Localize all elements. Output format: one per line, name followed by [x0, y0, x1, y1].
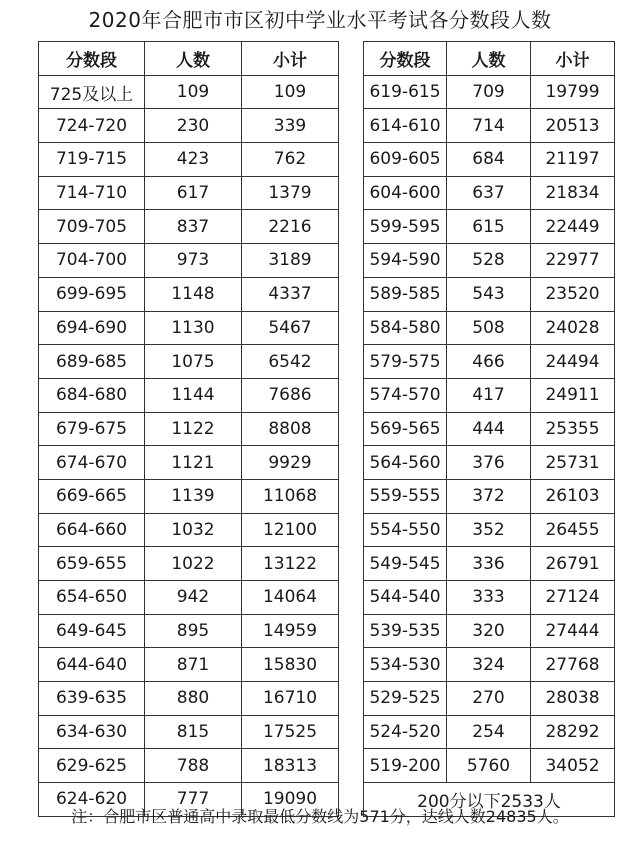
cell-subtotal: 25355 [531, 412, 615, 446]
cell-score-range: 674-670 [39, 446, 145, 480]
cell-score-range: 579-575 [364, 345, 447, 379]
cell-count: 333 [447, 581, 531, 615]
header-score-range: 分数段 [364, 42, 447, 76]
cell-score-range: 549-545 [364, 547, 447, 581]
table-row [364, 109, 615, 143]
table-row [39, 749, 339, 783]
cell-subtotal: 14064 [242, 581, 339, 615]
cell-subtotal: 4337 [242, 277, 339, 311]
cell-score-range: 519-200 [364, 749, 447, 783]
cell-subtotal: 13122 [242, 547, 339, 581]
table-row [364, 412, 615, 446]
cell-count: 444 [447, 412, 531, 446]
cell-count: 942 [145, 581, 242, 615]
cell-score-range: 609-605 [364, 143, 447, 177]
cell-count: 1144 [145, 378, 242, 412]
cell-score-range: 569-565 [364, 412, 447, 446]
cell-score-range: 559-555 [364, 479, 447, 513]
cell-subtotal: 21834 [531, 176, 615, 210]
table-row [364, 715, 615, 749]
table-row [39, 648, 339, 682]
table-row [39, 614, 339, 648]
table-row [39, 479, 339, 513]
cell-count: 372 [447, 479, 531, 513]
cell-subtotal: 22977 [531, 244, 615, 278]
table-row [364, 513, 615, 547]
cell-subtotal: 22449 [531, 210, 615, 244]
table-row [39, 345, 339, 379]
cell-score-range: 714-710 [39, 176, 145, 210]
table-row [364, 244, 615, 278]
header-count: 人数 [447, 42, 531, 76]
cell-count: 777 [145, 783, 242, 817]
header-subtotal: 小计 [242, 42, 339, 76]
cell-score-range: 659-655 [39, 547, 145, 581]
table-row [364, 345, 615, 379]
table-row [39, 412, 339, 446]
cell-score-range: 584-580 [364, 311, 447, 345]
cell-score-range: 649-645 [39, 614, 145, 648]
cell-subtotal: 5467 [242, 311, 339, 345]
cell-score-range: 599-595 [364, 210, 447, 244]
cell-subtotal: 34052 [531, 749, 615, 783]
cell-count: 508 [447, 311, 531, 345]
cell-subtotal: 26103 [531, 479, 615, 513]
table-row [39, 682, 339, 716]
cell-score-range: 699-695 [39, 277, 145, 311]
cell-score-range: 644-640 [39, 648, 145, 682]
table-row [364, 143, 615, 177]
cell-score-range: 529-525 [364, 682, 447, 716]
header-count: 人数 [145, 42, 242, 76]
table-row [39, 446, 339, 480]
cell-count: 1122 [145, 412, 242, 446]
cell-score-range: 634-630 [39, 715, 145, 749]
cell-count: 973 [145, 244, 242, 278]
cell-score-range: 614-610 [364, 109, 447, 143]
table-row [39, 311, 339, 345]
cell-subtotal: 23520 [531, 277, 615, 311]
cell-count: 837 [145, 210, 242, 244]
table-row [39, 547, 339, 581]
cell-count: 615 [447, 210, 531, 244]
table-row [364, 614, 615, 648]
cell-count: 788 [145, 749, 242, 783]
cell-subtotal: 9929 [242, 446, 339, 480]
table-row [39, 75, 339, 109]
cell-subtotal: 12100 [242, 513, 339, 547]
cell-subtotal: 24028 [531, 311, 615, 345]
table-row [39, 244, 339, 278]
cell-score-range: 664-660 [39, 513, 145, 547]
cell-subtotal: 20513 [531, 109, 615, 143]
cell-subtotal: 25731 [531, 446, 615, 480]
table-row [364, 682, 615, 716]
cell-score-range: 725及以上 [39, 75, 145, 109]
cell-score-range: 709-705 [39, 210, 145, 244]
cell-subtotal: 26791 [531, 547, 615, 581]
cell-count: 1130 [145, 311, 242, 345]
cell-score-range: 629-625 [39, 749, 145, 783]
cell-score-range: 574-570 [364, 378, 447, 412]
table-row [39, 513, 339, 547]
cell-count: 109 [145, 75, 242, 109]
table-row [39, 715, 339, 749]
table-row [39, 109, 339, 143]
cell-score-range: 539-535 [364, 614, 447, 648]
cell-count: 714 [447, 109, 531, 143]
cell-subtotal: 19799 [531, 75, 615, 109]
cell-count: 1148 [145, 277, 242, 311]
cell-subtotal: 11068 [242, 479, 339, 513]
cell-subtotal: 24494 [531, 345, 615, 379]
table-row [364, 378, 615, 412]
cell-subtotal: 27124 [531, 581, 615, 615]
cell-subtotal: 14959 [242, 614, 339, 648]
cell-subtotal: 16710 [242, 682, 339, 716]
cell-score-range: 594-590 [364, 244, 447, 278]
cell-score-range: 654-650 [39, 581, 145, 615]
table-row [364, 581, 615, 615]
table-row [364, 648, 615, 682]
cell-count: 815 [145, 715, 242, 749]
below-200-note: 200分以下2533人 [364, 783, 615, 817]
cell-count: 1121 [145, 446, 242, 480]
table-row [39, 277, 339, 311]
cell-count: 684 [447, 143, 531, 177]
cell-count: 466 [447, 345, 531, 379]
cell-subtotal: 339 [242, 109, 339, 143]
table-row [39, 210, 339, 244]
cell-subtotal: 15830 [242, 648, 339, 682]
cell-subtotal: 1379 [242, 176, 339, 210]
cell-subtotal: 27768 [531, 648, 615, 682]
cell-subtotal: 27444 [531, 614, 615, 648]
cell-subtotal: 28038 [531, 682, 615, 716]
cell-subtotal: 18313 [242, 749, 339, 783]
table-row [39, 581, 339, 615]
cell-subtotal: 26455 [531, 513, 615, 547]
cell-score-range: 534-530 [364, 648, 447, 682]
cell-count: 1139 [145, 479, 242, 513]
cell-score-range: 639-635 [39, 682, 145, 716]
table-header-row [364, 42, 615, 76]
cell-score-range: 689-685 [39, 345, 145, 379]
cell-count: 1075 [145, 345, 242, 379]
cell-score-range: 604-600 [364, 176, 447, 210]
table-row [39, 378, 339, 412]
cell-count: 880 [145, 682, 242, 716]
cell-subtotal: 2216 [242, 210, 339, 244]
header-score-range: 分数段 [39, 42, 145, 76]
cell-subtotal: 17525 [242, 715, 339, 749]
cell-subtotal: 109 [242, 75, 339, 109]
cell-score-range: 684-680 [39, 378, 145, 412]
cell-score-range: 624-620 [39, 783, 145, 817]
cell-subtotal: 8808 [242, 412, 339, 446]
score-table-right [363, 41, 615, 817]
table-row [364, 75, 615, 109]
page-title: 2020年合肥市市区初中学业水平考试各分数段人数 [88, 8, 552, 32]
cell-count: 230 [145, 109, 242, 143]
cell-count: 617 [145, 176, 242, 210]
table-row [364, 176, 615, 210]
cell-count: 270 [447, 682, 531, 716]
cell-count: 324 [447, 648, 531, 682]
cell-count: 637 [447, 176, 531, 210]
score-table-left [38, 41, 339, 817]
cell-subtotal: 762 [242, 143, 339, 177]
cell-subtotal: 6542 [242, 345, 339, 379]
cell-subtotal: 19090 [242, 783, 339, 817]
cell-count: 871 [145, 648, 242, 682]
cell-count: 895 [145, 614, 242, 648]
cell-subtotal: 24911 [531, 378, 615, 412]
cell-count: 1022 [145, 547, 242, 581]
cell-count: 528 [447, 244, 531, 278]
cell-score-range: 589-585 [364, 277, 447, 311]
table-row [39, 143, 339, 177]
cell-score-range: 704-700 [39, 244, 145, 278]
cell-subtotal: 28292 [531, 715, 615, 749]
cell-score-range: 544-540 [364, 581, 447, 615]
cell-count: 543 [447, 277, 531, 311]
header-subtotal: 小计 [531, 42, 615, 76]
table-header-row [39, 42, 339, 76]
cell-score-range: 679-675 [39, 412, 145, 446]
cell-count: 417 [447, 378, 531, 412]
table-row [364, 749, 615, 783]
cell-score-range: 694-690 [39, 311, 145, 345]
cell-score-range: 524-520 [364, 715, 447, 749]
cell-count: 336 [447, 547, 531, 581]
table-row [364, 210, 615, 244]
cell-count: 5760 [447, 749, 531, 783]
cell-count: 254 [447, 715, 531, 749]
cell-count: 709 [447, 75, 531, 109]
cell-count: 352 [447, 513, 531, 547]
footnote: 注：合肥市区普通高中录取最低分数线为571分，达线人数24835人。 [71, 807, 569, 826]
table-row [364, 547, 615, 581]
cell-subtotal: 3189 [242, 244, 339, 278]
cell-score-range: 554-550 [364, 513, 447, 547]
table-row [364, 277, 615, 311]
table-row [364, 479, 615, 513]
cell-count: 1032 [145, 513, 242, 547]
cell-score-range: 564-560 [364, 446, 447, 480]
cell-count: 423 [145, 143, 242, 177]
cell-score-range: 724-720 [39, 109, 145, 143]
cell-score-range: 619-615 [364, 75, 447, 109]
cell-count: 376 [447, 446, 531, 480]
cell-count: 320 [447, 614, 531, 648]
cell-subtotal: 7686 [242, 378, 339, 412]
cell-score-range: 719-715 [39, 143, 145, 177]
table-row [39, 176, 339, 210]
cell-score-range: 669-665 [39, 479, 145, 513]
table-row [364, 446, 615, 480]
cell-subtotal: 21197 [531, 143, 615, 177]
table-row [364, 311, 615, 345]
